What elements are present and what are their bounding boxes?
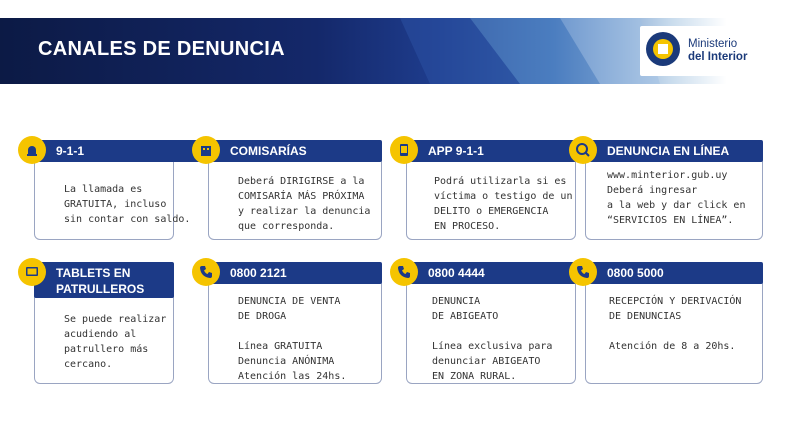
page-title: CANALES DE DENUNCIA — [38, 38, 285, 60]
phone-app-icon — [390, 136, 418, 164]
card-text: DENUNCIA DE ABIGEATO Línea exclusiva para denunciar ABIGEATO EN ZONA RURAL. — [432, 296, 553, 382]
phone-icon — [569, 258, 597, 286]
logo-line2: del Interior — [688, 51, 748, 63]
ministry-seal-icon — [644, 30, 682, 68]
card-title: APP 9-1-1 — [406, 140, 576, 162]
card-comisarias — [198, 140, 371, 240]
card-title: 9-1-1 — [34, 140, 200, 162]
card-0800-4444 — [396, 262, 553, 382]
siren-icon — [18, 136, 46, 164]
card-text: www.minterior.gub.uy Deberá ingresar a la web y dar click en “SERVICIOS EN LÍNEA”. — [607, 170, 746, 226]
phone-icon — [192, 258, 220, 286]
card-0800-5000 — [575, 262, 742, 362]
card-title: 0800 5000 — [585, 262, 763, 284]
card-0800-2121 — [198, 262, 348, 382]
card-app911 — [396, 140, 573, 240]
card-online — [575, 140, 746, 240]
card-text: DENUNCIA DE VENTA DE DROGA Línea GRATUITA Denuncia ANÓNIMA Atención las 24hs. — [238, 296, 347, 382]
building-icon — [192, 136, 220, 164]
card-title: DENUNCIA EN LÍNEA — [585, 140, 763, 162]
logo-line1: Ministerio — [688, 38, 738, 50]
card-911 — [24, 140, 191, 240]
card-text: Deberá DIRIGIRSE a la COMISARÍA MÁS PRÓXIMA y realizar la denuncia que corresponda. — [238, 176, 371, 232]
tablet-icon — [18, 258, 46, 286]
card-text: Se puede realizar acudiendo al patrullero más cercano. — [64, 314, 167, 370]
globe-search-icon — [569, 136, 597, 164]
phone-icon — [390, 258, 418, 286]
card-title: TABLETS EN PATRULLEROS — [34, 262, 174, 298]
card-text: RECEPCIÓN Y DERIVACIÓN DE DENUNCIAS Atención de 8 a 20hs. — [609, 296, 742, 352]
card-title: COMISARÍAS — [208, 140, 382, 162]
card-tablets — [24, 262, 174, 370]
card-title: 0800 2121 — [208, 262, 382, 284]
card-text: La llamada es GRATUITA, incluso sin contar con saldo. — [64, 184, 191, 225]
card-title: 0800 4444 — [406, 262, 576, 284]
card-text: Podrá utilizarla si es víctima o testigo de un DELITO o EMERGENCIA EN PROCESO. — [434, 176, 573, 232]
